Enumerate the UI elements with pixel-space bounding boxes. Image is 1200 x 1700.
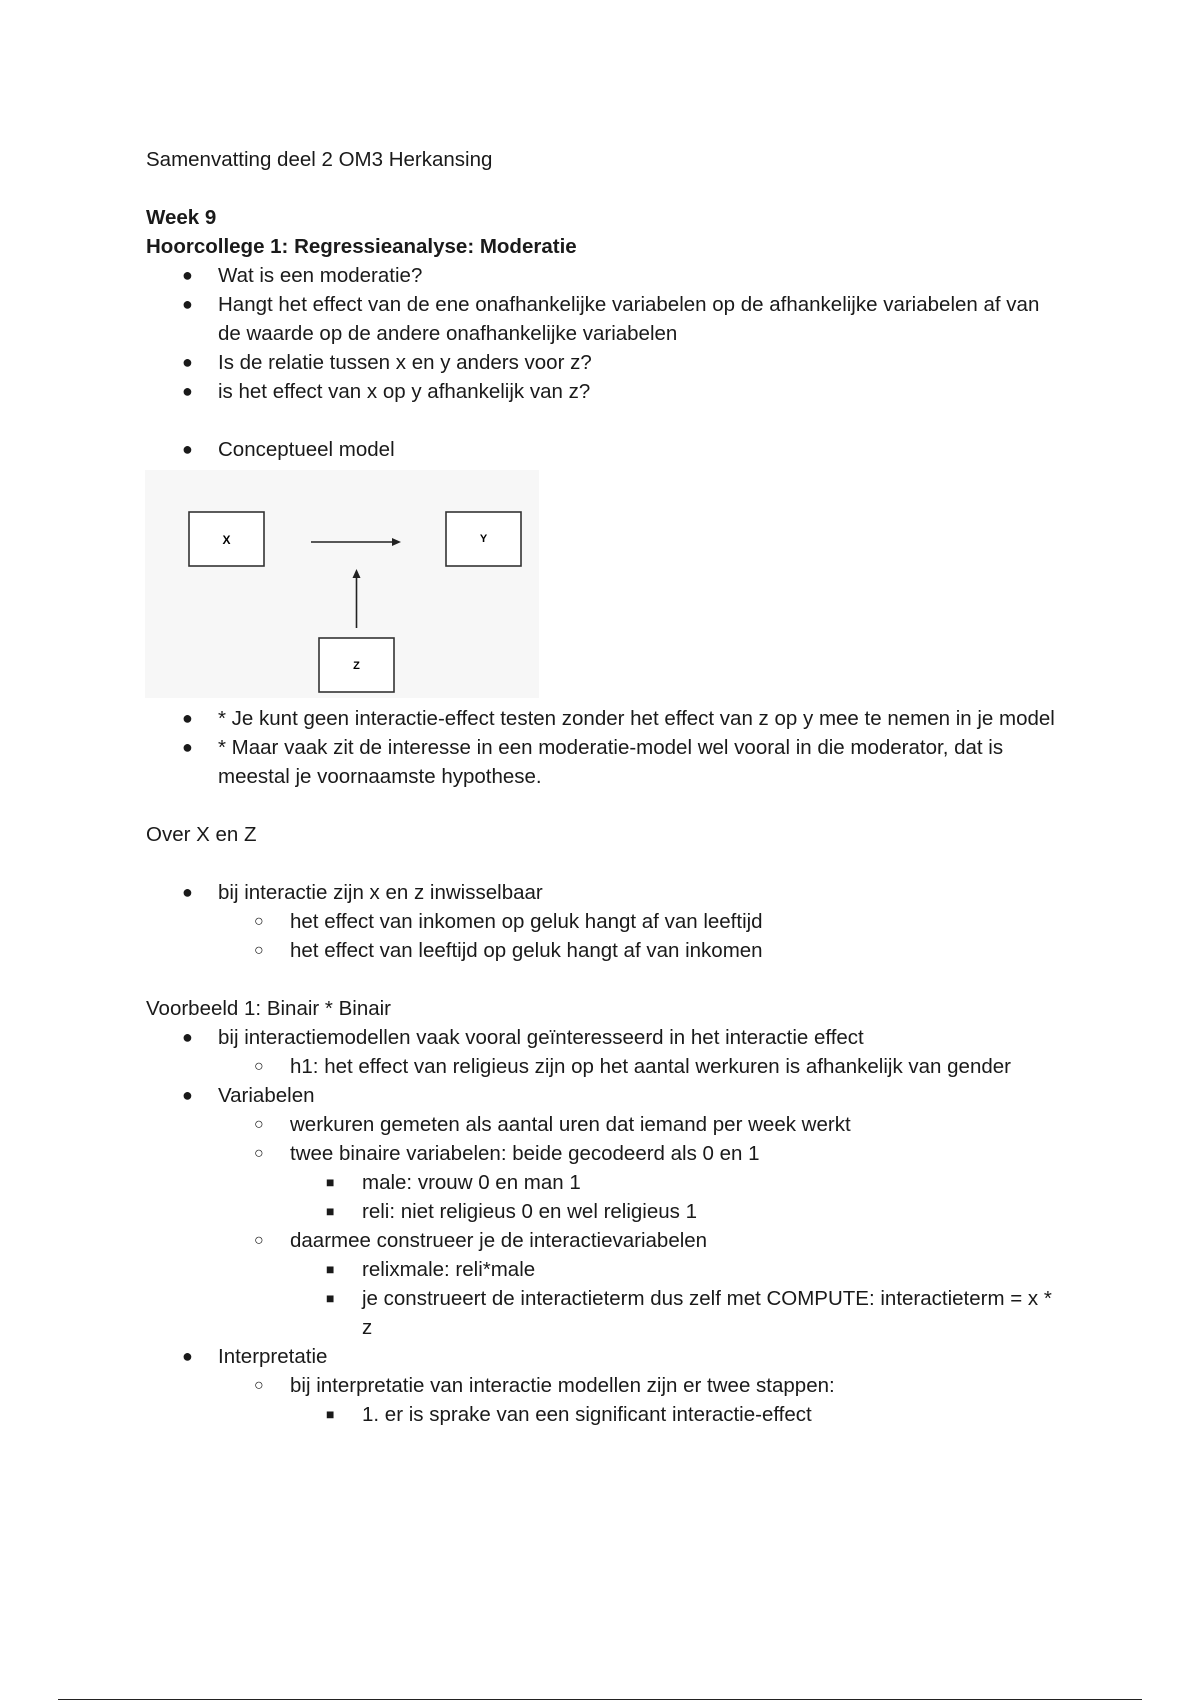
circle-bullet-icon: ○ [254, 1232, 264, 1249]
section-xz-sublist [146, 907, 1066, 965]
spacer [146, 965, 1066, 994]
section-xz-heading: Over X en Z [146, 823, 257, 846]
list-item-text: 1. er is sprake van een significant interactie-effect [362, 1403, 812, 1426]
square-bullet-icon: ■ [326, 1174, 335, 1190]
conceptual-model-diagram [145, 470, 539, 698]
list-item-text: * Maar vaak zit de interesse in een moderatie-model wel vooral in die moderator, dat is meestal je voornaamste hypothese. [218, 736, 1004, 788]
bullet-icon: ● [182, 352, 193, 372]
list-item-text: Interpretatie [218, 1345, 328, 1368]
y-label: Y [479, 533, 488, 545]
bullet-icon: ● [182, 737, 193, 757]
spacer [146, 849, 1066, 878]
list-item-text: male: vrouw 0 en man 1 [362, 1171, 581, 1194]
interpretation-steps-list [146, 1400, 1066, 1429]
spacer [146, 174, 1066, 203]
list-item-text: het effect van inkomen op geluk hangt af van leeftijd [290, 910, 763, 933]
list-item-text: bij interactie zijn x en z inwisselbaar [218, 881, 543, 904]
list-item [146, 348, 1066, 377]
square-bullet-icon: ■ [326, 1406, 335, 1422]
list-item [146, 435, 1066, 464]
variables-list [146, 1081, 1066, 1110]
list-item-text: Is de relatie tussen x en y anders voor z? [218, 351, 592, 374]
list-item-text: het effect van leeftijd op geluk hangt af van inkomen [290, 939, 763, 962]
bullet-icon: ● [182, 1027, 193, 1047]
list-item [146, 936, 1066, 965]
list-item-text: relixmale: reli*male [362, 1258, 536, 1281]
list-item [146, 1342, 1066, 1371]
x-label: X [222, 533, 231, 547]
section-xz-list [146, 878, 1066, 907]
list-item-text: is het effect van x op y afhankelijk van z? [218, 380, 591, 403]
example-list [146, 1023, 1066, 1052]
list-item [146, 290, 1066, 348]
square-bullet-icon: ■ [326, 1261, 335, 1277]
list-item [146, 1139, 1066, 1168]
list-item-text: bij interpretatie van interactie modellen zijn er twee stappen: [290, 1374, 835, 1397]
example-heading: Voorbeeld 1: Binair * Binair [146, 997, 392, 1020]
circle-bullet-icon: ○ [254, 913, 264, 930]
interpretation-list [146, 1342, 1066, 1371]
variables-sublist-2 [146, 1226, 1066, 1255]
list-item [146, 1226, 1066, 1255]
bullet-icon: ● [182, 294, 193, 314]
list-item [146, 1255, 1066, 1284]
list-item-text: Variabelen [218, 1084, 315, 1107]
bullet-icon: ● [182, 1085, 193, 1105]
z-label: Z [353, 660, 360, 672]
spacer [146, 791, 1066, 820]
list-item [146, 1081, 1066, 1110]
bullet-icon: ● [182, 381, 193, 401]
binary-variables-list [146, 1168, 1066, 1226]
spacer [146, 406, 1066, 435]
list-item [146, 1197, 1066, 1226]
list-item [146, 261, 1066, 290]
interaction-variables-list [146, 1255, 1066, 1342]
bullet-icon: ● [182, 882, 193, 902]
list-item [146, 1371, 1066, 1400]
list-item-text: je construeert de interactieterm dus zelf met COMPUTE: interactieterm = x * z [362, 1287, 1052, 1339]
model-notes-list [146, 704, 1066, 791]
square-bullet-icon: ■ [326, 1203, 335, 1219]
list-item-text: daarmee construeer je de interactievariabelen [290, 1229, 708, 1252]
variables-sublist [146, 1110, 1066, 1168]
week-heading: Week 9 [146, 206, 217, 229]
list-item-text: werkuren gemeten als aantal uren dat iemand per week werkt [290, 1113, 851, 1136]
list-item-text: * Je kunt geen interactie-effect testen zonder het effect van z op y mee te nemen in je model [218, 707, 1055, 730]
document-page [146, 145, 1066, 1429]
list-item-text: Hangt het effect van de ene onafhankelijke variabelen op de afhankelijke variabelen af van de waarde op de andere onafhankelijke variabelen [218, 293, 1040, 345]
circle-bullet-icon: ○ [254, 942, 264, 959]
list-item [146, 1284, 1066, 1342]
bullet-icon: ● [182, 265, 193, 285]
list-item [146, 377, 1066, 406]
example-sublist [146, 1052, 1066, 1081]
list-item [146, 704, 1066, 733]
circle-bullet-icon: ○ [254, 1058, 264, 1075]
interpretation-sublist [146, 1371, 1066, 1400]
square-bullet-icon: ■ [326, 1290, 335, 1306]
bullet-icon: ● [182, 439, 193, 459]
list-item [146, 1110, 1066, 1139]
list-item [146, 878, 1066, 907]
list-item [146, 1052, 1066, 1081]
intro-bullet-list [146, 261, 1066, 406]
list-item [146, 1023, 1066, 1052]
list-item [146, 733, 1066, 791]
list-item [146, 1400, 1066, 1429]
list-item [146, 1168, 1066, 1197]
list-item-text: bij interactiemodellen vaak vooral geïnteresseerd in het interactie effect [218, 1026, 864, 1049]
list-item-text: Wat is een moderatie? [218, 264, 423, 287]
list-item-text: h1: het effect van religieus zijn op het aantal werkuren is afhankelijk van gender [290, 1055, 1011, 1078]
circle-bullet-icon: ○ [254, 1116, 264, 1133]
list-item-text: reli: niet religieus 0 en wel religieus 1 [362, 1200, 698, 1223]
lecture-heading: Hoorcollege 1: Regressieanalyse: Moderatie [146, 235, 577, 258]
document-title: Samenvatting deel 2 OM3 Herkansing [146, 148, 493, 171]
list-item-text: twee binaire variabelen: beide gecodeerd als 0 en 1 [290, 1142, 760, 1165]
model-bullet-list [146, 435, 1066, 464]
list-item [146, 907, 1066, 936]
bullet-icon: ● [182, 708, 193, 728]
circle-bullet-icon: ○ [254, 1377, 264, 1394]
model-label: Conceptueel model [218, 438, 395, 461]
bullet-icon: ● [182, 1346, 193, 1366]
circle-bullet-icon: ○ [254, 1145, 264, 1162]
